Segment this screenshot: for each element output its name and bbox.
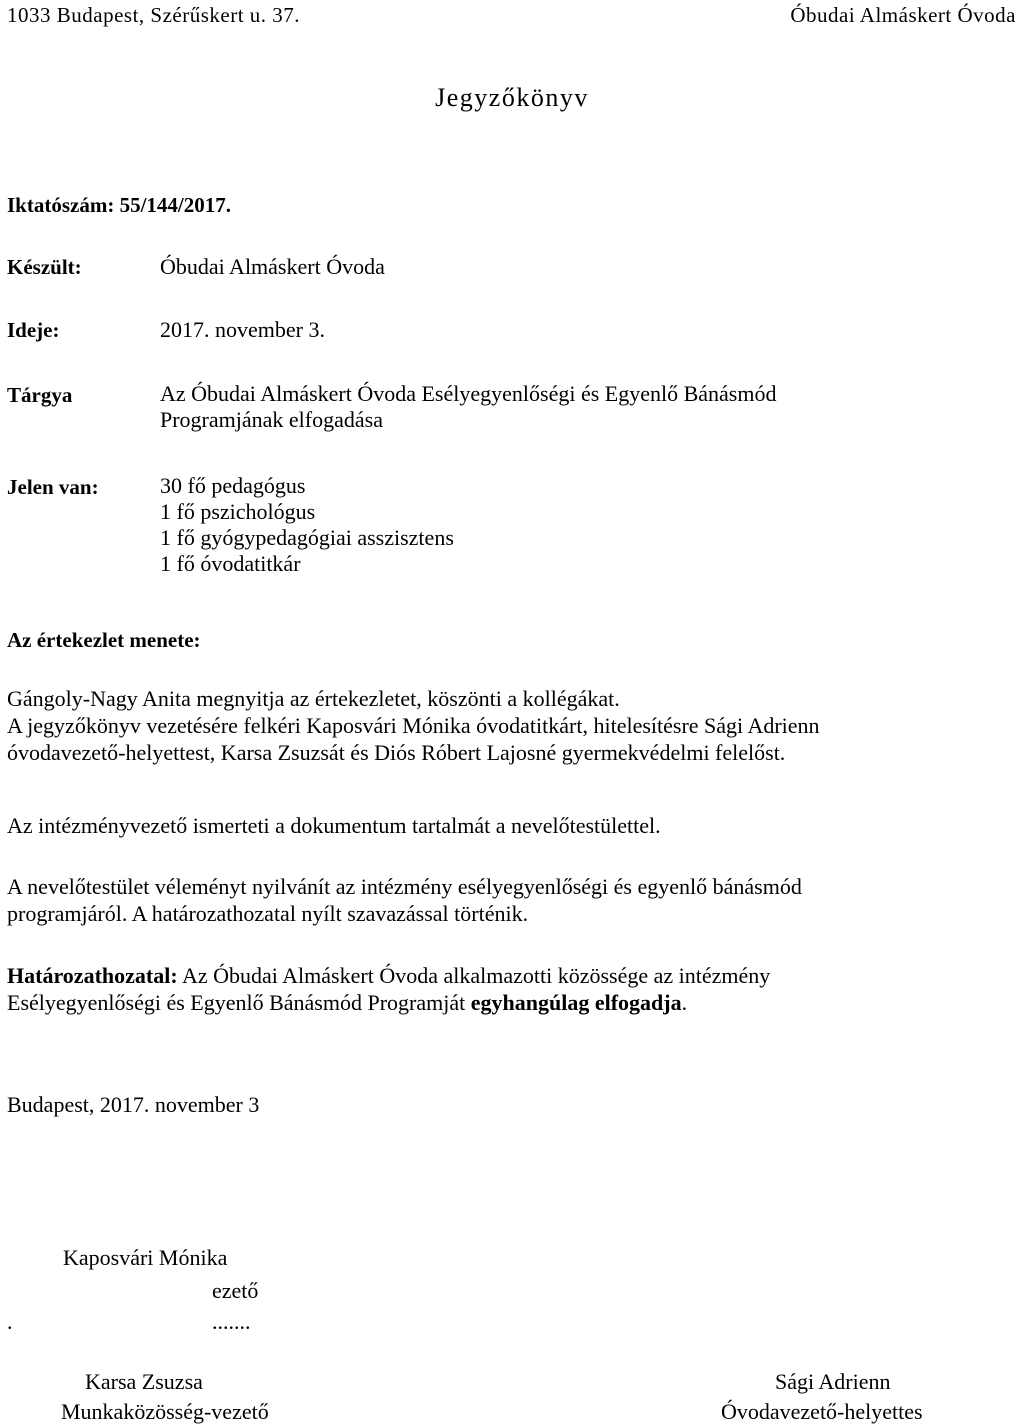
ideje-value: 2017. november 3. xyxy=(160,317,325,342)
keszult-label: Készült: xyxy=(7,255,82,279)
attendee-item: 30 fő pedagógus xyxy=(160,473,306,498)
signature-1-dots-left: . xyxy=(7,1309,13,1334)
place-date: Budapest, 2017. november 3 xyxy=(7,1092,260,1117)
registry-value: 55/144/2017. xyxy=(119,193,231,217)
attendee-item: 1 fő pszichológus xyxy=(160,499,316,524)
attendee-item: 1 fő óvodatitkár xyxy=(160,551,301,576)
paragraph-line: óvodavezető-helyettest, Karsa Zsuzsát és Diós Róbert Lajosné gyermekvédelmi felelőst. xyxy=(7,740,786,765)
targya-line-1: Az Óbudai Almáskert Óvoda Esélyegyenlőségi és Egyenlő Bánásmód xyxy=(160,381,777,406)
paragraph-line: Gángoly-Nagy Anita megnyitja az értekezletet, köszönti a kollégákat. xyxy=(7,686,620,711)
meeting-paragraph-2: Az intézményvezető ismerteti a dokumentum tartalmát a nevelőtestülettel. xyxy=(7,813,661,838)
targya-value xyxy=(160,381,776,433)
paragraph-line: A jegyzőkönyv vezetésére felkéri Kaposvári Mónika óvodatitkárt, hitelesítésre Sági Adrienn xyxy=(7,713,820,738)
decision-text: Az Óbudai Almáskert Óvoda alkalmazotti közössége az intézmény xyxy=(181,963,771,988)
header-address: 1033 Budapest, Szérűskert u. 37. xyxy=(7,3,301,27)
header-institution: Óbudai Almáskert Óvoda xyxy=(790,3,1016,27)
attendee-item: 1 fő gyógypedagógiai asszisztens xyxy=(160,525,454,550)
jelen-label: Jelen van: xyxy=(7,475,99,499)
signature-2-name: Karsa Zsuzsa xyxy=(85,1369,203,1394)
document-title: Jegyzőkönyv xyxy=(435,83,589,112)
decision-paragraph xyxy=(7,962,1019,1016)
decision-result: egyhangúlag elfogadja xyxy=(470,990,682,1015)
keszult-value: Óbudai Almáskert Óvoda xyxy=(160,254,385,279)
registry-label: Iktatószám: xyxy=(7,193,115,217)
decision-text-end: . xyxy=(681,990,688,1015)
paragraph-line: programjáról. A határozathozatal nyílt szavazással történik. xyxy=(7,901,529,926)
meeting-paragraph-3 xyxy=(7,873,1019,927)
paragraph-line: A nevelőtestület véleményt nyilvánít az intézmény esélyegyenlőségi és egyenlő bánásmód xyxy=(7,874,802,899)
signature-1-role: ezető xyxy=(212,1278,259,1303)
targya-line-2: Programjának elfogadása xyxy=(160,407,383,432)
registry-number xyxy=(7,193,231,218)
decision-text-start: Esélyegyenlőségi és Egyenlő Bánásmód Programját xyxy=(7,990,471,1015)
signature-3-name: Sági Adrienn xyxy=(775,1369,891,1394)
ideje-label: Ideje: xyxy=(7,318,60,342)
decision-line-2 xyxy=(7,989,1019,1016)
decision-line-1 xyxy=(7,962,1019,989)
targya-label: Tárgya xyxy=(7,383,73,407)
signature-2-role: Munkaközösség-vezető xyxy=(61,1399,269,1424)
meeting-heading: Az értekezlet menete: xyxy=(7,628,201,652)
attendee-list xyxy=(160,473,454,577)
meeting-paragraph-1 xyxy=(7,685,1019,766)
decision-label: Határozathozatal: xyxy=(7,963,178,988)
signature-3-role: Óvodavezető-helyettes xyxy=(721,1399,923,1424)
signature-1-name: Kaposvári Mónika xyxy=(63,1245,228,1270)
signature-1-dots-right: ....... xyxy=(212,1309,251,1334)
